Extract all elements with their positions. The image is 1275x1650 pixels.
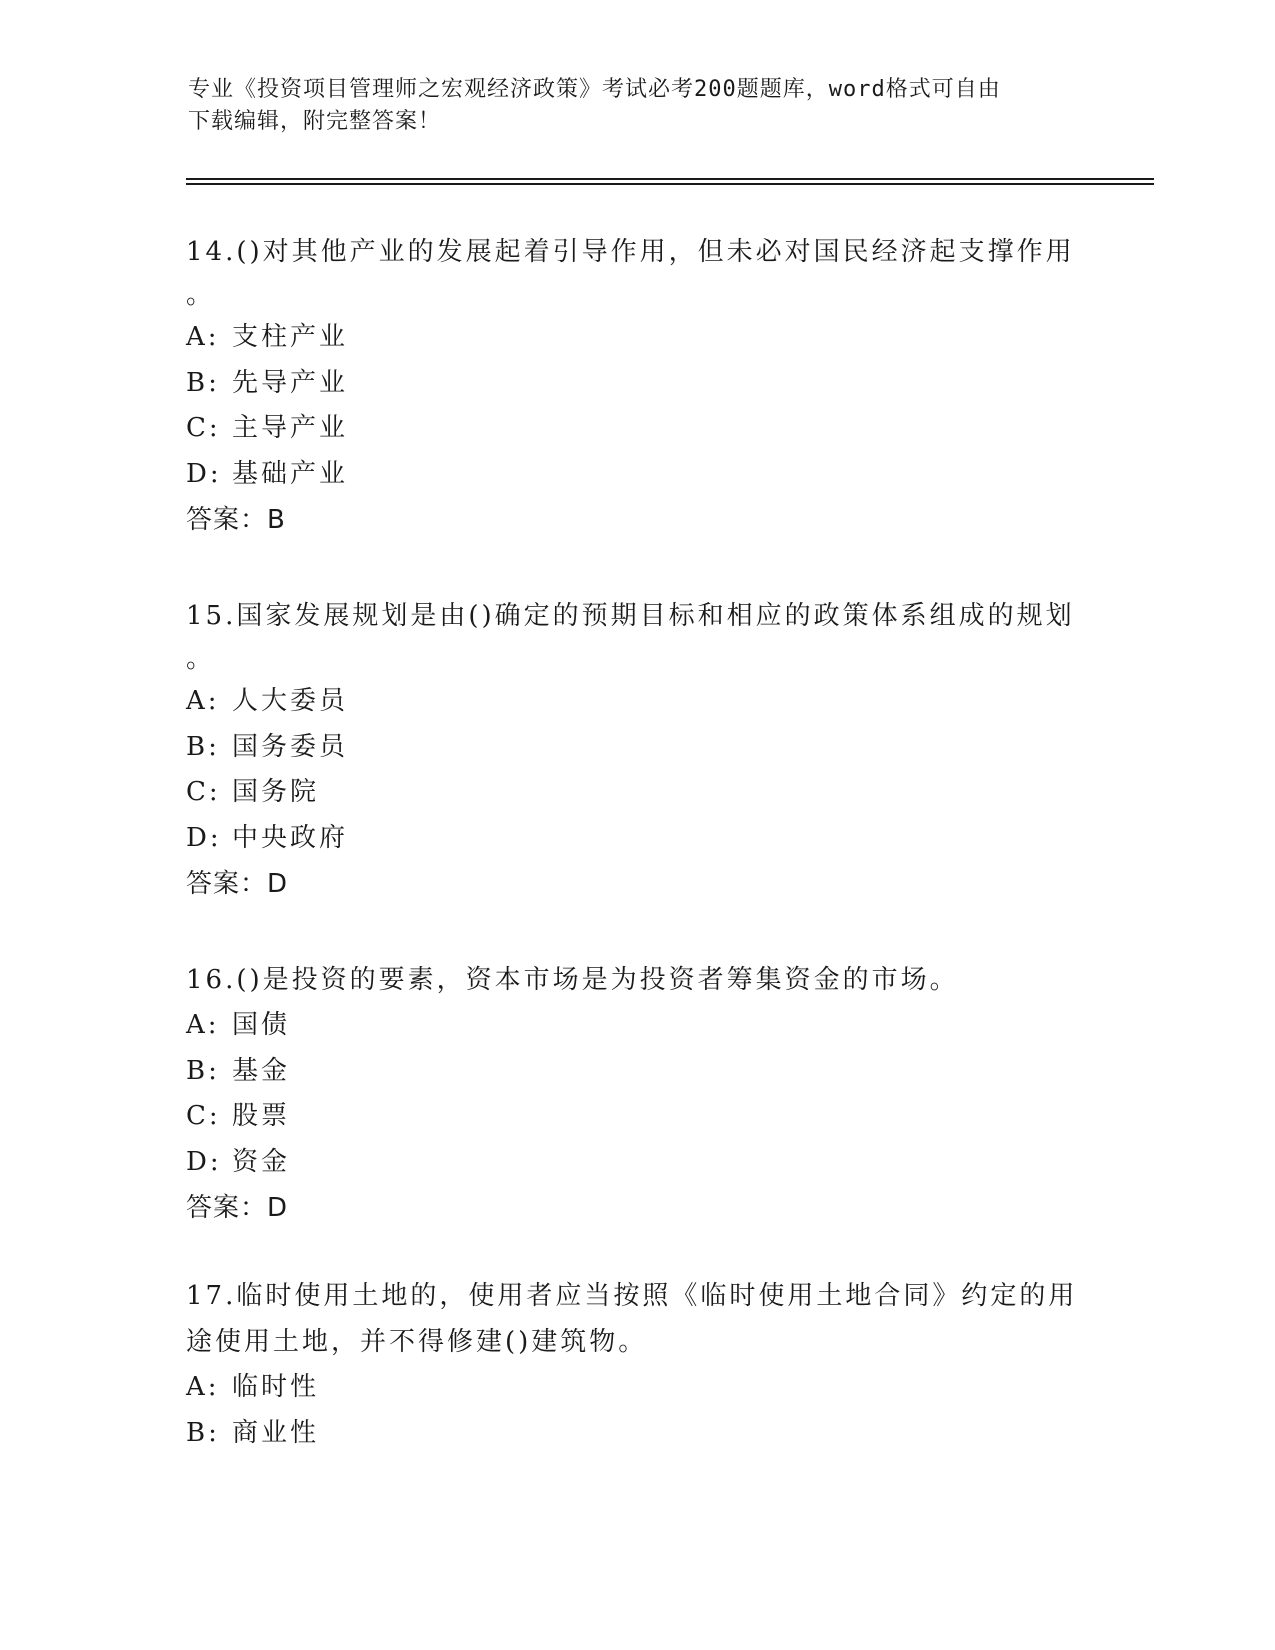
option-text: 国务委员 bbox=[232, 731, 349, 762]
question-17 bbox=[186, 1273, 1086, 1456]
option-d bbox=[186, 452, 1086, 498]
answer-line: 答案：D bbox=[186, 1193, 289, 1223]
header-line-1: 专业《投资项目管理师之宏观经济政策》考试必考200题题库，word格式可自由 bbox=[188, 77, 1001, 102]
option-c bbox=[186, 406, 1086, 452]
option-text: 支柱产业 bbox=[232, 322, 349, 352]
option-key: B: bbox=[186, 1417, 220, 1448]
question-16 bbox=[186, 957, 1086, 1231]
option-text: 商业性 bbox=[232, 1417, 320, 1448]
option-key: A: bbox=[186, 686, 220, 716]
header-divider-top bbox=[186, 178, 1154, 180]
answer-line: 答案：B bbox=[186, 505, 286, 535]
option-key: D: bbox=[186, 822, 222, 853]
option-text: 中央政府 bbox=[232, 822, 349, 853]
question-stem-line-2: 途使用土地，并不得修建()建筑物。 bbox=[186, 1327, 648, 1357]
option-key: C: bbox=[186, 413, 221, 443]
option-key: A: bbox=[186, 322, 220, 352]
option-b bbox=[186, 361, 1086, 407]
option-text: 资金 bbox=[232, 1146, 291, 1177]
answer-line: 答案：D bbox=[186, 869, 289, 899]
option-key: A: bbox=[186, 1010, 220, 1040]
option-text: 国债 bbox=[232, 1010, 291, 1040]
option-key: D: bbox=[186, 1146, 222, 1177]
option-key: B: bbox=[186, 367, 220, 398]
document-header bbox=[188, 74, 1088, 138]
option-key: C: bbox=[186, 777, 221, 807]
header-line-2: 下载编辑，附完整答案！ bbox=[188, 109, 442, 134]
option-text: 人大委员 bbox=[232, 686, 349, 716]
question-stem-line-2: 。 bbox=[186, 644, 216, 674]
option-b bbox=[186, 725, 1086, 771]
option-d bbox=[186, 816, 1086, 862]
question-stem-line-1: 17.临时使用土地的，使用者应当按照《临时使用土地合同》约定的用 bbox=[186, 1281, 1078, 1311]
question-15 bbox=[186, 593, 1086, 907]
option-a bbox=[186, 315, 1086, 361]
option-key: C: bbox=[186, 1101, 221, 1131]
question-stem-line-1: 14.()对其他产业的发展起着引导作用，但未必对国民经济起支撑作用 bbox=[186, 237, 1075, 267]
option-text: 基础产业 bbox=[232, 458, 349, 489]
question-14 bbox=[186, 229, 1086, 543]
option-c bbox=[186, 770, 1086, 816]
option-a bbox=[186, 679, 1086, 725]
option-c bbox=[186, 1094, 1086, 1140]
option-a bbox=[186, 1003, 1086, 1049]
option-key: B: bbox=[186, 731, 220, 762]
question-stem-line-1: 16.()是投资的要素，资本市场是为投资者筹集资金的市场。 bbox=[186, 965, 959, 995]
option-a bbox=[186, 1365, 1086, 1411]
option-text: 临时性 bbox=[232, 1372, 320, 1402]
option-key: D: bbox=[186, 458, 222, 489]
option-text: 基金 bbox=[232, 1055, 291, 1086]
option-text: 先导产业 bbox=[232, 367, 349, 398]
option-text: 股票 bbox=[232, 1101, 291, 1131]
question-stem-line-2: 。 bbox=[186, 280, 216, 310]
option-d bbox=[186, 1140, 1086, 1186]
question-stem-line-1: 15.国家发展规划是由()确定的预期目标和相应的政策体系组成的规划 bbox=[186, 601, 1075, 631]
option-text: 主导产业 bbox=[232, 413, 349, 443]
option-b bbox=[186, 1049, 1086, 1095]
option-b bbox=[186, 1411, 1086, 1457]
option-text: 国务院 bbox=[232, 777, 320, 807]
option-key: B: bbox=[186, 1055, 220, 1086]
header-divider-bottom bbox=[186, 183, 1154, 185]
option-key: A: bbox=[186, 1372, 220, 1402]
